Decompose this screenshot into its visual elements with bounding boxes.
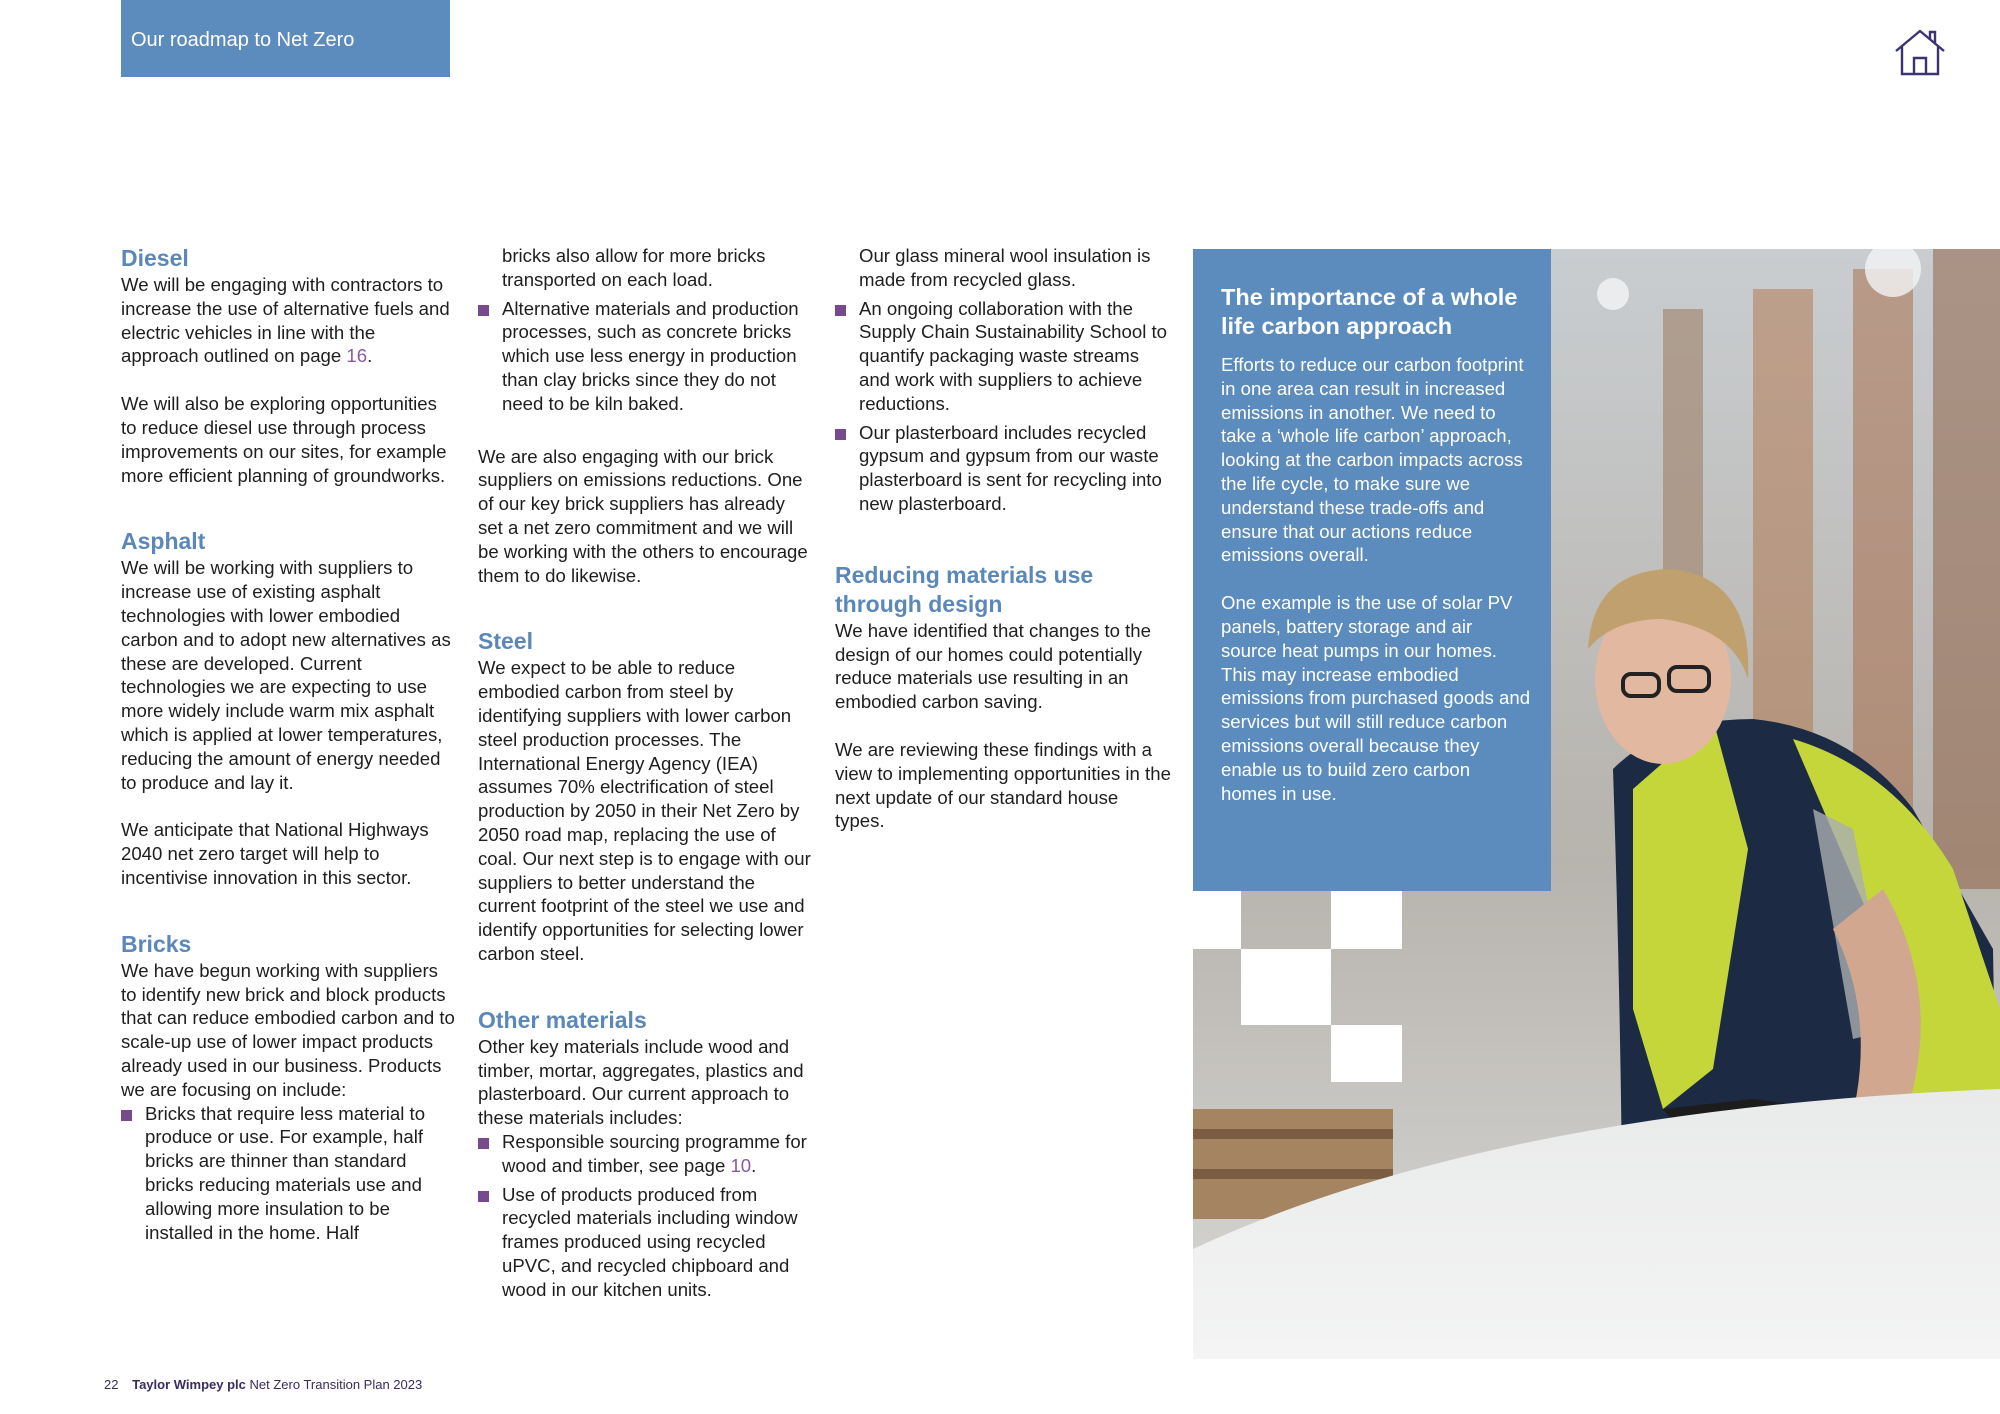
design-paragraph-2: We are reviewing these findings with a view to implementing opportunities in the next update of our standard house types. <box>835 738 1171 832</box>
asphalt-paragraph-1: We will be working with suppliers to increase use of existing asphalt technologies with lower embodied carbon and to adopt new alternatives as these are developed. Current technologies we are expecting to use more widely include warm mix asphalt which is applied at lower temperatures, reducing the amount of energy needed to produce and lay it. <box>121 557 451 793</box>
other-materials-bullet-list-continued <box>835 244 1171 516</box>
bricks-bullet-list-continued <box>478 244 813 416</box>
whole-life-carbon-callout <box>1193 249 1551 891</box>
callout-heading: The importance of a whole life carbon approach <box>1221 284 1518 339</box>
asphalt-paragraph-2: We anticipate that National Highways 2040 net zero target will help to incentivise innovation in this sector. <box>121 819 429 888</box>
decorative-square-3 <box>1241 949 1331 1025</box>
other-materials-bullet-list <box>478 1130 813 1302</box>
page-16-link[interactable]: 16 <box>346 345 368 367</box>
design-paragraph-1: We have identified that changes to the design of our homes could potentially reduce materials use resulting in an embodied carbon saving. <box>835 619 1151 713</box>
diesel-paragraph-2: We will also be exploring opportunities to reduce diesel use through process improvements on our sites, for example more efficient planning of groundworks. <box>121 393 447 486</box>
steel-paragraph-1: We expect to be able to reduce embodied carbon from steel by identifying suppliers with lower carbon steel production processes. The International Energy Agency (IEA) assumes 70% electrification of steel production by 2050 in their Net Zero by 2050 road map, replacing the use of coal. Our next step is to engage with our suppliers to better understand the current footprint of the steel we use and identify opportunities for selecting lower carbon steel. <box>478 657 811 964</box>
diesel-heading: Diesel <box>121 245 189 271</box>
footer <box>104 1377 422 1392</box>
home-icon[interactable] <box>1892 28 1948 78</box>
decorative-square-4 <box>1331 1025 1402 1082</box>
page-number: 22 <box>104 1377 119 1392</box>
callout-paragraph-2: One example is the use of solar PV panels, battery storage and air source heat pumps in our homes. This may increase embodied emissions from purchased goods and services but will still reduce carbon emissions overall because they enable us to build zero carbon homes in use. <box>1221 592 1531 804</box>
steel-heading: Steel <box>478 628 533 655</box>
footer-document-title: Net Zero Transition Plan 2023 <box>249 1377 423 1392</box>
section-tab-label: Our roadmap to Net Zero <box>131 29 355 51</box>
column-2 <box>478 244 813 1306</box>
bricks-bullet-1-continued: bricks also allow for more bricks transported on each load. <box>502 245 766 290</box>
bricks-bullet-1: Bricks that require less material to produce or use. For example, half bricks are thinner than standard bricks reducing materials use and allowing more insulation to be installed in the home. Half <box>121 1102 456 1245</box>
other-materials-bullet-2-continued: Our glass mineral wool insulation is made from recycled glass. <box>859 245 1151 290</box>
other-materials-paragraph-1: Other key materials include wood and timber, mortar, aggregates, plastics and plasterboard. Our current approach to these materials includes: <box>478 1035 804 1129</box>
asphalt-heading: Asphalt <box>121 528 206 555</box>
callout-paragraph-1: Efforts to reduce our carbon footprint in one area can result in increased emissions in another. We need to take a ‘whole life carbon’ approach, looking at the carbon impacts across the life cycle, to make sure we understand these trade-offs and ensure that our actions reduce emissions overall. <box>1221 354 1524 566</box>
other-materials-bullet-3: An ongoing collaboration with the Supply Chain Sustainability School to quantify packaging waste streams and work with suppliers to achieve reductions. <box>835 297 1171 416</box>
bricks-heading: Bricks <box>121 930 192 957</box>
column-1 <box>121 244 456 1249</box>
design-heading: Reducing materials use through design <box>835 561 1094 617</box>
diesel-paragraph-1: We will be engaging with contractors to increase the use of alternative fuels and electric vehicles in line with the approach outlined on page 16. <box>121 274 450 367</box>
column-3 <box>835 244 1171 833</box>
bricks-bullet-2: Alternative materials and production processes, such as concrete bricks which use less energy in production than clay bricks since they do not need to be kiln baked. <box>478 297 813 416</box>
bricks-paragraph-1: We have begun working with suppliers to identify new brick and block products that can reduce embodied carbon and to scale-up use of lower impact products already used in our business. Products we are focusing on include: <box>121 959 455 1100</box>
other-materials-bullet-4: Our plasterboard includes recycled gypsum and gypsum from our waste plasterboard is sent for recycling into new plasterboard. <box>835 421 1171 516</box>
page-10-link[interactable]: 10 <box>730 1154 752 1176</box>
other-materials-bullet-2: Use of products produced from recycled materials including window frames produced using recycled uPVC, and recycled chipboard and wood in our kitchen units. <box>478 1183 813 1302</box>
other-materials-heading: Other materials <box>478 1006 647 1033</box>
other-materials-bullet-1: Responsible sourcing programme for wood and timber, see page 10. <box>478 1130 813 1178</box>
footer-company: Taylor Wimpey plc <box>132 1377 246 1392</box>
decorative-square-2 <box>1331 891 1402 949</box>
bricks-bullet-list <box>121 1102 456 1245</box>
section-tab[interactable] <box>121 0 450 77</box>
bricks-paragraph-2: We are also engaging with our brick suppliers on emissions reductions. One of our key brick suppliers has already set a net zero commitment and we will be working with the others to encourage them to do likewise. <box>478 445 808 586</box>
decorative-square-1 <box>1193 891 1241 949</box>
